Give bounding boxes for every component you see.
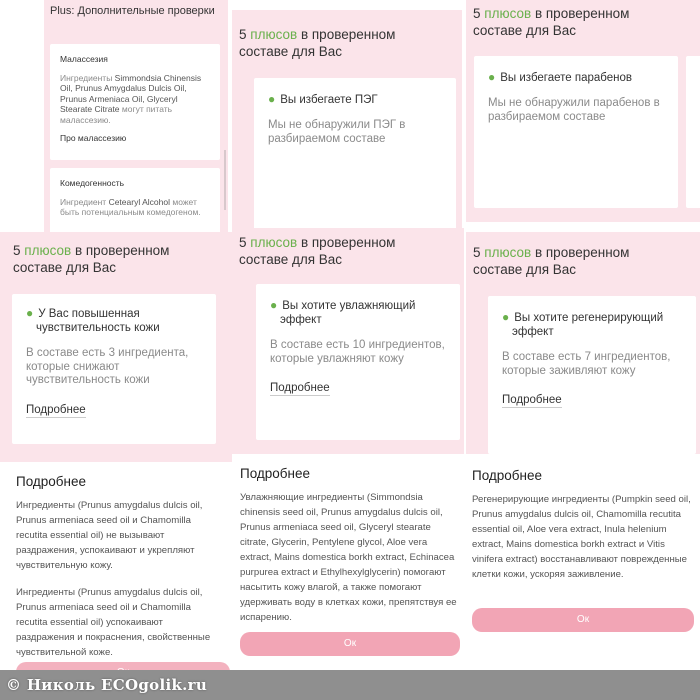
card-title: ● Вы избегаете парабенов (488, 70, 633, 84)
card-text: В составе есть 10 ингредиентов, которые увлажняют кожу (270, 339, 445, 365)
malassezia-link[interactable]: Про малассезию (60, 133, 127, 143)
card-text: В составе есть 3 ингредиента, которые снижают чувствительность кожи (26, 347, 189, 386)
panel-header: 5 плюсов в проверенном составе для Вас (13, 243, 170, 275)
green-dot-icon: ● (502, 310, 510, 324)
panel-additional-checks (44, 0, 228, 236)
details-modal-regenerating (466, 454, 700, 670)
modal-text: Регенерирующие ингредиенты (Pumpkin seed oil, Prunus amygdalus dulcis oil, Chamomilla recutita essential oil, Aloe vera extract, Inula helenium extract, Mains domestica borkh extract и Vitis vinifera extract) восстанавливают поврежденные клетки кожи, ускоряя заживление. (472, 494, 691, 580)
scrollbar[interactable] (224, 150, 226, 210)
green-dot-icon: ● (270, 298, 278, 312)
more-link[interactable]: Подробнее (270, 382, 330, 394)
more-link[interactable]: Подробнее (502, 394, 562, 406)
panel-parabens (466, 0, 700, 222)
panel-moisturizing (232, 228, 464, 454)
green-dot-icon: ● (268, 92, 276, 106)
panel-regenerating (466, 232, 700, 454)
card-title: ● Вы избегаете ПЭГ (268, 92, 378, 106)
card-title: Комедогенность (60, 178, 125, 188)
panel-header: 5 плюсов в проверенном составе для Вас (473, 6, 630, 38)
panel-header: 5 плюсов в проверенном составе для Вас (239, 27, 396, 59)
panel-header: 5 плюсов в проверенном составе для Вас (473, 245, 630, 277)
watermark: © Николь ECOgolik.ru (6, 676, 208, 694)
sensitivity-card (12, 294, 216, 444)
card-title: ● Вы хотите увлажняющий эффект (270, 298, 416, 326)
modal-text: Увлажняющие ингредиенты (Simmondsia chinensis seed oil, Prunus amygdalus dulcis oil, Prunus armeniaca seed oil, Glyceryl stearate citrate, Glycerin, Pentylene glycol, Aloe vera extract, Mains domestica borkh extract, Echinacea purpurea extract и Ethylhexylglycerin) помогают насытить кожу влагой, а также помогают удерживать воду в клетках кожи, препятствуя ее испарению. (240, 492, 457, 623)
parabens-card (474, 56, 678, 208)
card-text: Ингредиенты Simmondsia Chinensis Oil, Prunus Amygdalus Dulcis Oil, Prunus Armeniaca Oil, Glyceryl Stearate Citrate могут питать малассезию. (60, 72, 202, 125)
link-wrap (270, 378, 446, 396)
green-dot-icon: ● (26, 306, 34, 320)
green-dot-icon: ● (488, 70, 496, 84)
card-text: Мы не обнаружили ПЭГ в разбираемом составе (268, 119, 406, 145)
card-title: ● У Вас повышенная чувствительность кожи (26, 306, 160, 334)
panel-peg (232, 10, 462, 230)
next-card-edge (686, 56, 700, 208)
panel-header: Plus: Дополнительные проверки (50, 5, 215, 17)
modal-text: Ингредиенты (Prunus amygdalus dulcis oil, Prunus armeniaca seed oil и Chamomilla recutita essential oil) успокаивают раздражения и покраснения, свойственные чувствительной коже. (16, 587, 211, 658)
card-text: Ингредиент Cetearyl Alcohol может быть потенциальным комедогеном. (60, 196, 201, 217)
modal-title: Подробнее (472, 468, 543, 483)
peg-card (254, 78, 456, 230)
card-title: ● Вы хотите регенерирующий эффект (502, 310, 664, 338)
comedogenicity-card (50, 168, 220, 236)
details-modal-sensitivity (0, 462, 234, 700)
ok-button[interactable]: Ок (472, 608, 694, 632)
modal-title: Подробнее (240, 466, 311, 481)
link-wrap (502, 390, 682, 408)
regenerating-card (488, 296, 696, 454)
card-text: В составе есть 7 ингредиентов, которые заживляют кожу (502, 351, 671, 377)
malassezia-card (50, 44, 220, 160)
link-wrap (26, 400, 202, 418)
modal-title: Подробнее (16, 474, 87, 489)
panel-header: 5 плюсов в проверенном составе для Вас (239, 235, 396, 267)
card-text: Мы не обнаружили парабенов в разбираемом составе (488, 97, 660, 123)
card-title: Малассезия (60, 54, 108, 64)
moisturizing-card (256, 284, 460, 440)
panel-sensitivity (0, 232, 232, 462)
details-modal-moisturizing (234, 454, 466, 670)
more-link[interactable]: Подробнее (26, 403, 86, 416)
ok-button[interactable]: Ок (240, 632, 460, 656)
modal-text: Ингредиенты (Prunus amygdalus dulcis oil, Prunus armeniaca seed oil и Chamomilla recutita essential oil) не вызывают раздражения, успокаивают и укрепляют чувствительную кожу. (16, 500, 203, 571)
